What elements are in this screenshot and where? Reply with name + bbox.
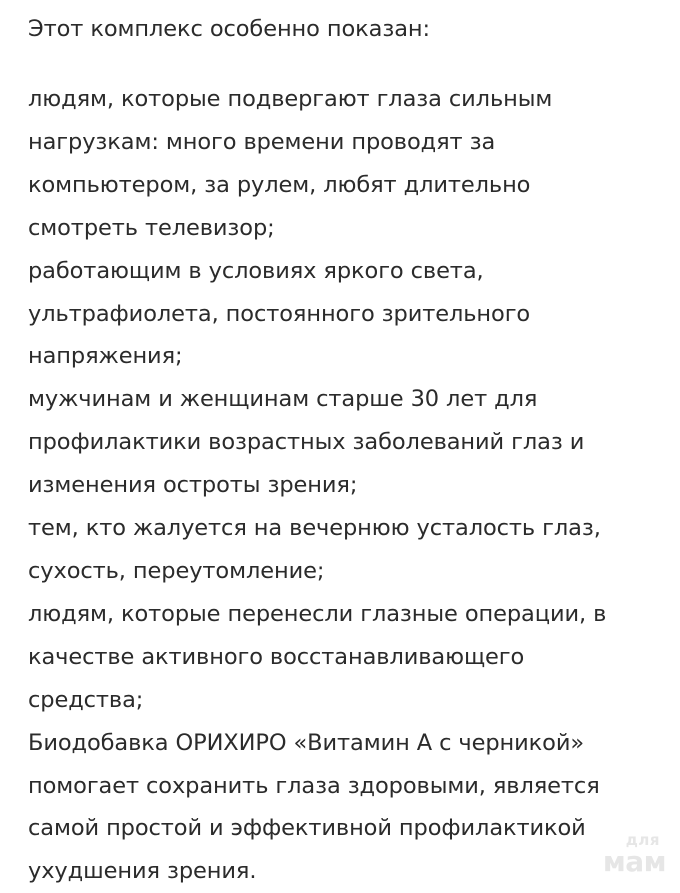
text-line: тем, кто жалуется на вечернюю усталость глаз, [28,515,601,542]
text-line: качестве активного восстанавливающего [28,643,525,670]
text-line: людям, которые перенесли глазные операции, в [28,600,607,627]
text-line: изменения остроты зрения; [28,472,358,499]
text-line: средства; [28,686,144,713]
body-text [28,78,606,893]
text-line: мужчинам и женщинам старше 30 лет для [28,386,538,413]
text-line: ухудшения зрения. [28,858,257,885]
text-line: ультрафиолета, постоянного зрительного [28,300,531,327]
text-line: напряжения; [28,343,183,370]
text-line: самой простой и эффективной профилактикой [28,815,586,842]
intro-text: Этот комплекс особенно показан: [28,16,430,42]
text-line: профилактики возрастных заболеваний глаз и [28,429,585,456]
site-watermark-logo [594,833,666,877]
watermark-top-text: для [625,831,660,849]
text-line: людям, которые подвергают глаза сильным [28,86,553,112]
text-line: работающим в условиях яркого света, [28,257,484,284]
text-line: компьютером, за рулем, любят длительно [28,171,531,198]
text-line: сухость, переутомление; [28,557,325,584]
text-line: смотреть телевизор; [28,214,275,241]
watermark-bottom-text: мам [602,845,666,878]
text-line: помогает сохранить глаза здоровыми, является [28,772,600,799]
text-line: нагрузкам: много времени проводят за [28,128,496,155]
text-line: Биодобавка ОРИХИРО «Витамин А с черникой» [28,729,585,756]
